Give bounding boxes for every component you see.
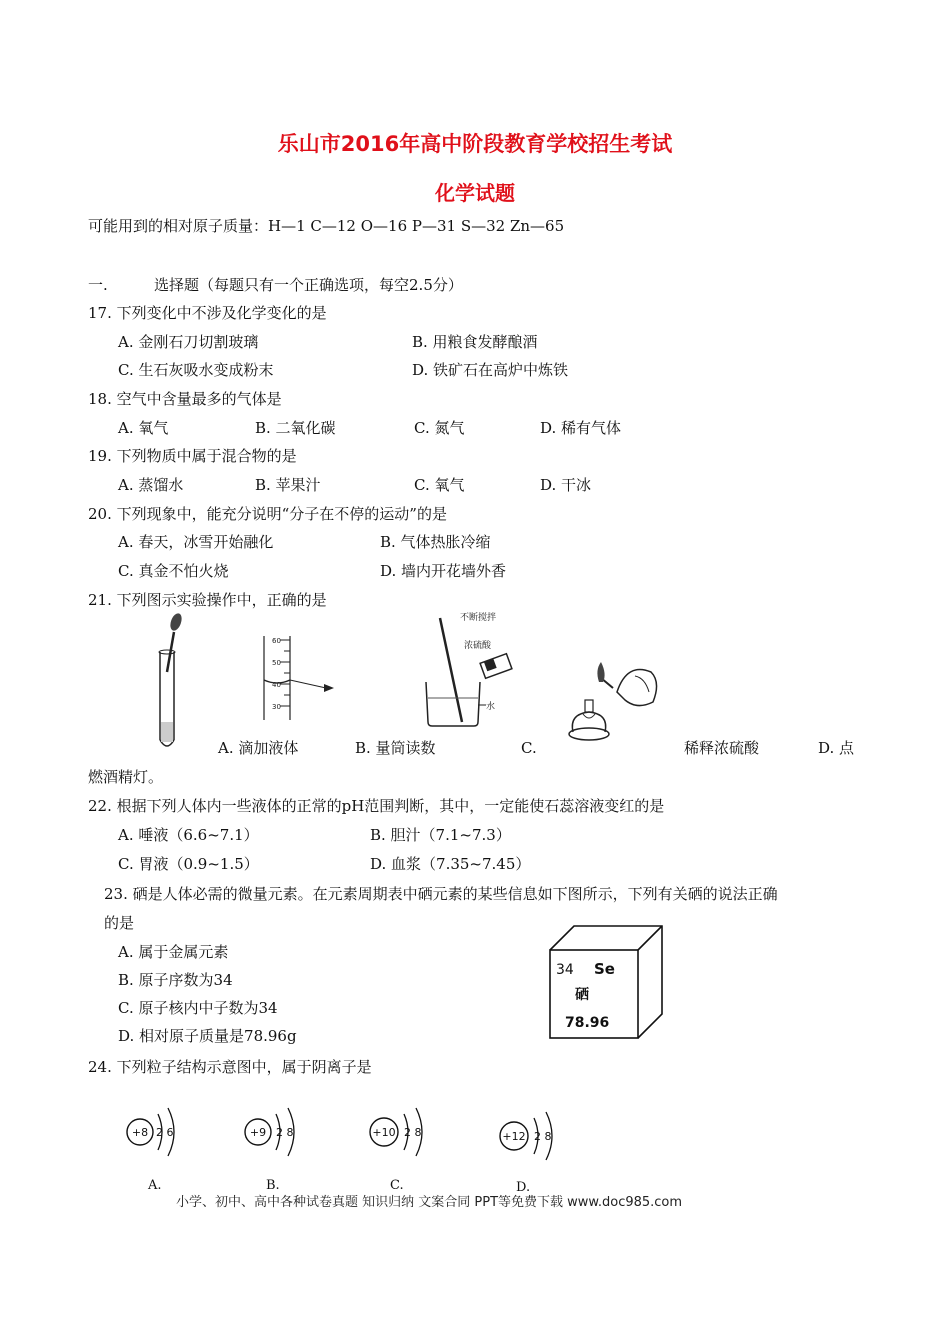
q20-option-a: A. 春天，冰雪开始融化 bbox=[118, 533, 274, 551]
q21-option-a: A. 滴加液体 bbox=[218, 739, 299, 757]
particle-c-label: C. bbox=[390, 1178, 404, 1193]
label-conc-acid: 浓硫酸 bbox=[464, 641, 492, 651]
element-name: 硒 bbox=[575, 987, 589, 1003]
label-stirring: 不断搅拌 bbox=[460, 613, 497, 623]
q23-option-c: C. 原子核内中子数为34 bbox=[118, 999, 278, 1017]
particle-b bbox=[238, 1100, 318, 1166]
q23-option-b: B. 原子序数为34 bbox=[118, 971, 233, 989]
particle-b-label: B. bbox=[266, 1178, 280, 1193]
element-mass: 78.96 bbox=[565, 1015, 610, 1031]
label-water: 水 bbox=[486, 702, 496, 712]
q22-option-c: C. 胃液（0.9~1.5） bbox=[118, 855, 259, 873]
cyl-tick-60: 60 bbox=[272, 637, 281, 645]
q20-stem: 20. 下列现象中，能充分说明“分子在不停的运动”的是 bbox=[88, 505, 447, 523]
q24-stem: 24. 下列粒子结构示意图中，属于阴离子是 bbox=[88, 1058, 372, 1076]
particle-a bbox=[120, 1100, 200, 1166]
element-symbol: Se bbox=[594, 960, 615, 978]
q19-option-d: D. 干冰 bbox=[540, 476, 592, 494]
particle-b-nucleus: +9 bbox=[249, 1126, 267, 1139]
q21-option-d-cont: 燃酒精灯。 bbox=[88, 768, 164, 786]
particle-a-nucleus: +8 bbox=[131, 1126, 149, 1139]
cyl-tick-30: 30 bbox=[272, 703, 281, 711]
atomic-mass-line: 可能用到的相对原子质量：H—1 C—12 O—16 P—31 S—32 Zn—65 bbox=[88, 217, 565, 235]
q22-option-b: B. 胆汁（7.1~7.3） bbox=[370, 826, 511, 844]
q21-option-d: D. 点 bbox=[818, 739, 855, 757]
q21-option-b: B. 量筒读数 bbox=[355, 739, 436, 757]
q17-option-c: C. 生石灰吸水变成粉末 bbox=[118, 361, 274, 379]
q22-stem: 22. 根据下列人体内一些液体的正常的pH范围判断，其中，一定能使石蕊溶液变红的是 bbox=[88, 797, 665, 815]
q19-option-c: C. 氧气 bbox=[414, 476, 465, 494]
q20-option-d: D. 墙内开花墙外香 bbox=[380, 562, 507, 580]
particle-d-shells: 2 8 bbox=[534, 1130, 552, 1143]
exam-subtitle: 化学试题 bbox=[435, 181, 515, 205]
q21-option-c: C. bbox=[521, 739, 537, 757]
selenium-element-card bbox=[546, 922, 666, 1042]
section-heading: 选择题（每题只有一个正确选项，每空2.5分） bbox=[154, 276, 463, 294]
q17-option-a: A. 金刚石刀切割玻璃 bbox=[118, 333, 259, 351]
element-number: 34 bbox=[556, 962, 574, 978]
cyl-tick-40: 40 bbox=[272, 681, 281, 689]
particle-d-nucleus: +12 bbox=[502, 1130, 526, 1143]
particle-a-label: A. bbox=[148, 1178, 162, 1193]
q19-option-b: B. 苹果汁 bbox=[255, 476, 321, 494]
q18-option-d: D. 稀有气体 bbox=[540, 419, 622, 437]
q21-option-c-text: 稀释浓硫酸 bbox=[684, 739, 760, 757]
cyl-tick-50: 50 bbox=[272, 659, 281, 667]
exam-title: 乐山市2016年高中阶段教育学校招生考试 bbox=[277, 132, 673, 156]
particle-d-label: D. bbox=[516, 1180, 531, 1195]
q19-option-a: A. 蒸馏水 bbox=[118, 476, 184, 494]
q19-stem: 19. 下列物质中属于混合物的是 bbox=[88, 447, 297, 465]
footer-watermark: 小学、初中、高中各种试卷真题 知识归纳 文案合同 PPT等免费下载 www.doc985.com bbox=[176, 1195, 683, 1210]
q18-option-c: C. 氮气 bbox=[414, 419, 465, 437]
particle-a-shells: 2 6 bbox=[156, 1126, 174, 1139]
dropper-figure bbox=[150, 612, 190, 754]
cylinder-figure bbox=[250, 632, 350, 724]
q17-stem: 17. 下列变化中不涉及化学变化的是 bbox=[88, 304, 327, 322]
q23-stem-2: 的是 bbox=[104, 914, 135, 932]
q23-option-a: A. 属于金属元素 bbox=[118, 943, 229, 961]
q22-option-a: A. 唾液（6.6~7.1） bbox=[118, 826, 259, 844]
section-number: 一. bbox=[88, 276, 108, 294]
dilution-figure bbox=[420, 610, 530, 732]
q18-stem: 18. 空气中含量最多的气体是 bbox=[88, 390, 282, 408]
q23-stem-1: 23. 硒是人体必需的微量元素。在元素周期表中硒元素的某些信息如下图所示，下列有关硒的说法正确 bbox=[104, 885, 778, 903]
particle-c-nucleus: +10 bbox=[372, 1126, 396, 1139]
particle-b-shells: 2 8 bbox=[276, 1126, 294, 1139]
q22-option-d: D. 血浆（7.35~7.45） bbox=[370, 855, 531, 873]
particle-d bbox=[494, 1104, 574, 1170]
particle-c-shells: 2 8 bbox=[404, 1126, 422, 1139]
q21-stem: 21. 下列图示实验操作中，正确的是 bbox=[88, 591, 327, 609]
q18-option-a: A. 氧气 bbox=[118, 419, 169, 437]
q17-option-d: D. 铁矿石在高炉中炼铁 bbox=[412, 361, 569, 379]
q20-option-c: C. 真金不怕火烧 bbox=[118, 562, 229, 580]
q18-option-b: B. 二氧化碳 bbox=[255, 419, 336, 437]
q23-option-d: D. 相对原子质量是78.96g bbox=[118, 1027, 297, 1045]
particle-c bbox=[364, 1100, 444, 1166]
q17-option-b: B. 用粮食发酵酿酒 bbox=[412, 333, 538, 351]
q20-option-b: B. 气体热胀冷缩 bbox=[380, 533, 491, 551]
alcohol-lamp-figure bbox=[565, 652, 665, 744]
